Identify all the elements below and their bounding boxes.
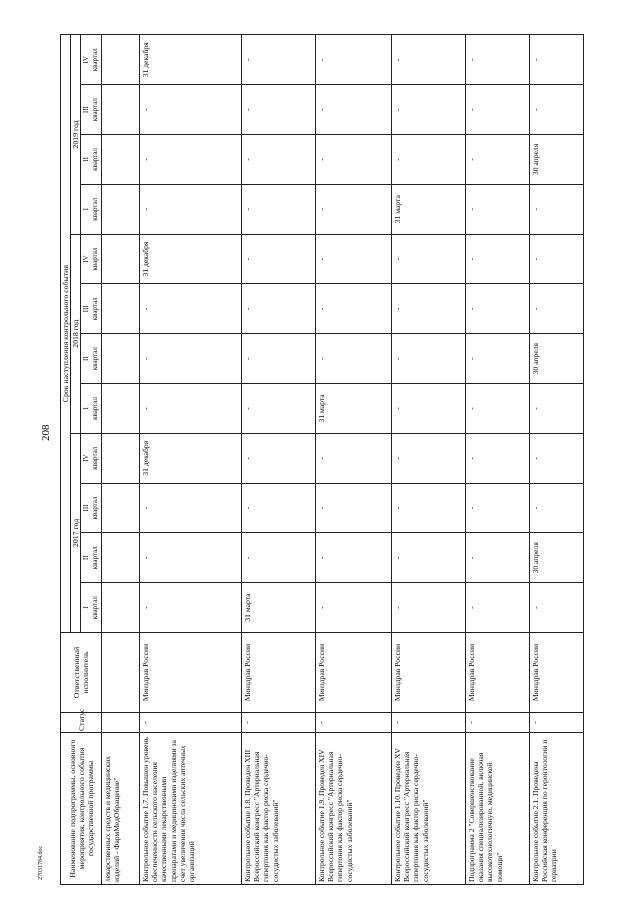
quarter-cell: 31 декабря	[140, 234, 242, 284]
quarter-cell: -	[466, 35, 530, 85]
quarter-cell: -	[530, 384, 584, 434]
quarter-cell: 31 декабря	[140, 35, 242, 85]
header-quarter-cell	[81, 483, 102, 533]
quarter-cell: -	[140, 483, 242, 533]
quarter-word: квартал	[91, 446, 99, 470]
table-row	[316, 35, 392, 885]
table-row	[530, 35, 584, 885]
row-name: Контрольное событие 1.9. Проведен XIV Всероссийский конгресс "Артериальная гипертония как фактор риска сердечно-сосудистых заболеваний"	[316, 733, 392, 885]
header-executor: Ответственный исполнитель	[61, 633, 102, 713]
quarter-cell	[102, 85, 140, 135]
quarter-cell: -	[392, 483, 466, 533]
quarter-cell: -	[242, 135, 316, 185]
quarter-number: I	[82, 606, 90, 609]
quarter-cell	[102, 583, 140, 633]
header-status: Статус	[61, 713, 102, 733]
quarter-cell: -	[316, 533, 392, 583]
quarter-word: квартал	[91, 596, 99, 620]
header-year-2017: 2017 год	[71, 433, 81, 632]
quarter-cell: -	[466, 284, 530, 334]
quarter-cell	[102, 284, 140, 334]
quarter-cell: -	[392, 234, 466, 284]
quarter-cell: 31 марта	[316, 384, 392, 434]
quarter-cell	[102, 234, 140, 284]
quarter-cell: -	[392, 433, 466, 483]
quarter-word: квартал	[91, 546, 99, 570]
row-name: Контрольное событие 1.7. Повышен уровень обеспеченности сельского населения качественными лекарственными препаратами и медицинскими изделиями за счет увеличения числа сельских аптечных организаций	[140, 733, 242, 885]
quarter-cell: -	[242, 533, 316, 583]
quarter-cell	[102, 135, 140, 185]
quarter-cell: -	[530, 184, 584, 234]
row-executor	[102, 633, 140, 713]
quarter-cell: -	[140, 85, 242, 135]
quarter-cell: -	[530, 583, 584, 633]
quarter-cell	[102, 384, 140, 434]
quarter-cell: -	[140, 533, 242, 583]
quarter-cell	[102, 483, 140, 533]
page-number: 208	[40, 424, 52, 441]
row-executor: Минздрав России	[140, 633, 242, 713]
header-quarter-cell	[81, 433, 102, 483]
quarter-cell: -	[466, 85, 530, 135]
quarter-cell: -	[242, 483, 316, 533]
quarter-cell: 31 декабря	[140, 433, 242, 483]
quarter-cell	[102, 184, 140, 234]
quarter-cell	[102, 334, 140, 384]
quarter-cell	[102, 35, 140, 85]
quarter-cell: -	[140, 135, 242, 185]
row-executor: Минздрав России	[530, 633, 584, 713]
row-name: Подпрограмма 2 "Совершенствование оказания специализированной, включая высокотехнологичную, медицинской помощи"	[466, 733, 530, 885]
header-quarter-cell	[81, 533, 102, 583]
quarter-word: квартал	[91, 147, 99, 171]
header-year-2019: 2019 год	[71, 35, 81, 234]
quarter-cell: -	[392, 334, 466, 384]
quarter-number: II	[82, 356, 90, 361]
quarter-word: квартал	[91, 347, 99, 371]
quarter-cell: -	[242, 184, 316, 234]
quarter-cell: 30 апреля	[530, 533, 584, 583]
header-quarter-cell	[81, 384, 102, 434]
quarter-cell: -	[392, 284, 466, 334]
row-status: -	[466, 713, 530, 733]
quarter-word: квартал	[91, 98, 99, 122]
header-name: Наименование подпрограммы, основного мероприятия, контрольного события государственной программы	[61, 733, 102, 885]
row-name: лекарственных средств и медицинских изделий - ФармМедОбращение"	[102, 733, 140, 885]
quarter-cell: -	[140, 384, 242, 434]
quarter-cell: -	[140, 583, 242, 633]
header-quarter-cell	[81, 583, 102, 633]
control-events-table	[60, 34, 584, 885]
quarter-cell: -	[316, 35, 392, 85]
header-quarter-cell	[81, 284, 102, 334]
quarter-number: III	[82, 504, 90, 512]
quarter-cell: -	[242, 334, 316, 384]
quarter-cell: -	[242, 35, 316, 85]
quarter-cell: -	[530, 234, 584, 284]
quarter-cell: -	[316, 433, 392, 483]
quarter-cell: -	[392, 35, 466, 85]
quarter-cell	[102, 533, 140, 583]
quarter-cell: -	[242, 384, 316, 434]
quarter-number: IV	[82, 255, 90, 263]
table-row	[242, 35, 316, 885]
quarter-cell: -	[392, 384, 466, 434]
header-quarter-cell	[81, 135, 102, 185]
quarter-word: квартал	[91, 496, 99, 520]
quarter-cell: -	[316, 334, 392, 384]
quarter-word: квартал	[91, 247, 99, 271]
quarter-number: II	[82, 555, 90, 561]
table-row	[102, 35, 140, 885]
rotated-page-content	[60, 35, 620, 885]
quarter-word: квартал	[91, 396, 99, 420]
quarter-cell: -	[466, 135, 530, 185]
row-name: Контрольное событие 2.1. Проведена Российская конференция по геронтологии и гериатрии	[530, 733, 584, 885]
quarter-cell: -	[316, 234, 392, 284]
quarter-cell: -	[316, 583, 392, 633]
quarter-cell: -	[316, 284, 392, 334]
quarter-cell	[102, 433, 140, 483]
quarter-cell: -	[530, 284, 584, 334]
quarter-cell: -	[530, 433, 584, 483]
quarter-cell: 31 марта	[392, 184, 466, 234]
quarter-cell: 31 марта	[242, 583, 316, 633]
quarter-cell: -	[530, 35, 584, 85]
quarter-cell: -	[242, 85, 316, 135]
quarter-cell: -	[466, 384, 530, 434]
quarter-cell: -	[466, 583, 530, 633]
quarter-cell: 30 апреля	[530, 334, 584, 384]
header-quarter-cell	[81, 35, 102, 85]
quarter-number: I	[82, 208, 90, 211]
quarter-word: квартал	[91, 197, 99, 221]
table-body	[102, 35, 584, 885]
header-quarter-cell	[81, 85, 102, 135]
row-status: -	[316, 713, 392, 733]
header-deadline: Срок наступления контрольного события	[61, 35, 71, 633]
row-status	[102, 713, 140, 733]
quarter-cell: -	[140, 284, 242, 334]
header-quarter-cell	[81, 184, 102, 234]
table-row	[466, 35, 530, 885]
quarter-cell: -	[140, 184, 242, 234]
row-executor: Минздрав России	[466, 633, 530, 713]
quarter-cell: -	[466, 234, 530, 284]
quarter-cell: -	[316, 184, 392, 234]
quarter-cell: -	[466, 334, 530, 384]
quarter-cell: -	[392, 533, 466, 583]
header-year-2018: 2018 год	[71, 234, 81, 433]
quarter-cell: 30 апреля	[530, 135, 584, 185]
header-quarter-cell	[81, 334, 102, 384]
quarter-cell: -	[242, 284, 316, 334]
quarter-cell: -	[530, 483, 584, 533]
row-status: -	[140, 713, 242, 733]
table-row	[392, 35, 466, 885]
quarter-cell: -	[316, 135, 392, 185]
quarter-number: I	[82, 407, 90, 410]
row-status: -	[392, 713, 466, 733]
quarter-number: III	[82, 106, 90, 114]
quarter-number: IV	[82, 56, 90, 64]
quarter-cell: -	[140, 334, 242, 384]
quarter-cell: -	[316, 85, 392, 135]
quarter-word: квартал	[91, 48, 99, 72]
quarter-cell: -	[242, 433, 316, 483]
row-status: -	[242, 713, 316, 733]
table-row	[140, 35, 242, 885]
row-executor: Минздрав России	[242, 633, 316, 713]
quarter-cell: -	[466, 433, 530, 483]
quarter-number: IV	[82, 454, 90, 462]
quarter-cell: -	[316, 483, 392, 533]
quarter-cell: -	[242, 234, 316, 284]
quarter-cell: -	[392, 85, 466, 135]
row-name: Контрольное событие 1.10. Проведен XV Всероссийский конгресс "Артериальная гипертония как фактор риска сердечно-сосудистых заболеваний"	[392, 733, 466, 885]
quarter-word: квартал	[91, 297, 99, 321]
row-executor: Минздрав России	[316, 633, 392, 713]
header-quarter-cell	[81, 234, 102, 284]
quarter-number: II	[82, 157, 90, 162]
row-status: -	[530, 713, 584, 733]
quarter-cell: -	[466, 483, 530, 533]
quarter-number: III	[82, 305, 90, 313]
quarter-cell: -	[466, 184, 530, 234]
quarter-cell: -	[530, 85, 584, 135]
document-id: 27031784.doc	[38, 845, 44, 880]
quarter-cell: -	[392, 135, 466, 185]
row-name: Контрольное событие 1.8. Проведен XIII Всероссийский конгресс "Артериальная гипертония как фактор риска сердечно-сосудистых заболеваний"	[242, 733, 316, 885]
row-executor: Минздрав России	[392, 633, 466, 713]
quarter-cell: -	[392, 583, 466, 633]
quarter-cell: -	[466, 533, 530, 583]
